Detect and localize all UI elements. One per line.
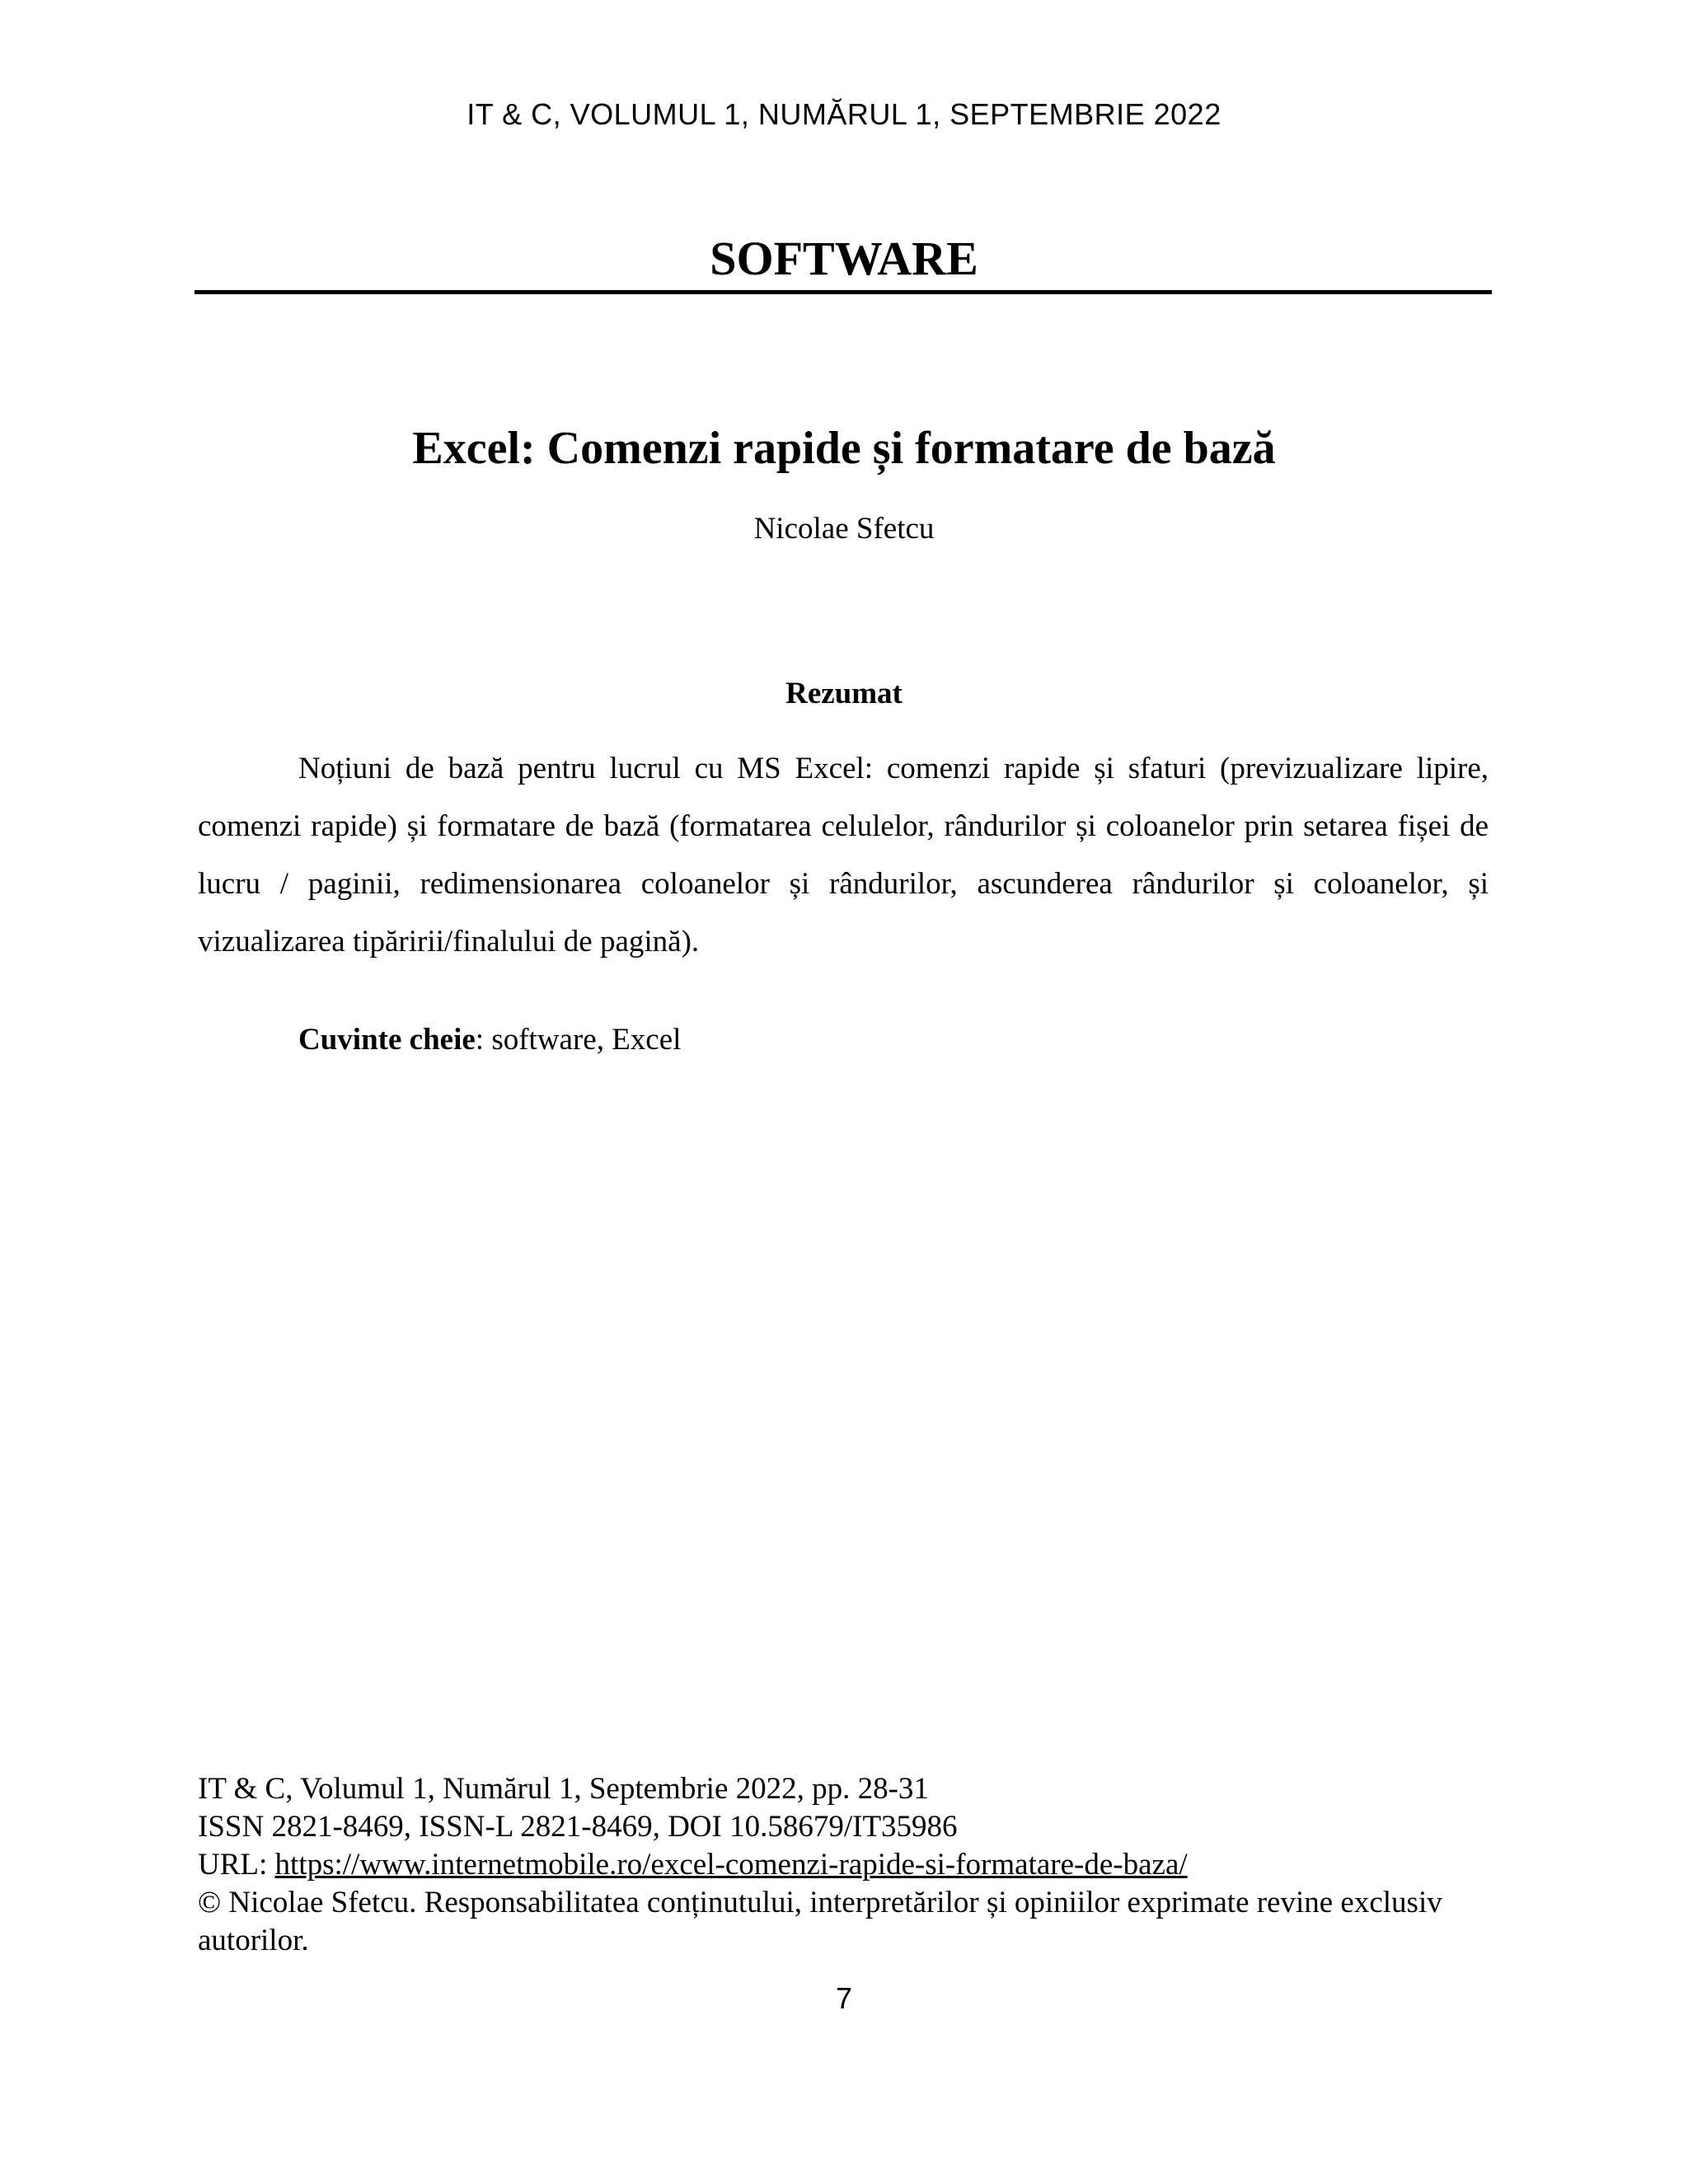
- page-number: 7: [835, 1981, 853, 2015]
- section-divider: [195, 290, 1492, 294]
- section-title: SOFTWARE: [710, 232, 978, 285]
- keywords: [298, 1022, 681, 1057]
- footnote: [198, 1770, 1489, 1960]
- article-url-link[interactable]: https://www.internetmobile.ro/excel-comenzi-rapide-si-formatare-de-baza/: [274, 1848, 1188, 1882]
- keywords-values: software, Excel: [491, 1023, 682, 1057]
- footnote-copyright: © Nicolae Sfetcu. Responsabilitatea conținutului, interpretărilor și opiniilor exprimate revine exclusiv autorilor.: [198, 1886, 1442, 1957]
- running-header: IT & C, VOLUMUL 1, NUMĂRUL 1, SEPTEMBRIE 2022: [467, 97, 1221, 131]
- keywords-label: Cuvinte cheie: [298, 1023, 476, 1057]
- keywords-separator: :: [475, 1023, 492, 1057]
- author-name: Nicolae Sfetcu: [753, 512, 935, 546]
- footnote-url-label: URL:: [198, 1848, 275, 1882]
- footnote-identifiers: ISSN 2821-8469, ISSN-L 2821-8469, DOI 10.58679/IT35986: [198, 1810, 958, 1844]
- article-title: Excel: Comenzi rapide și formatare de bază: [412, 423, 1276, 474]
- footnote-url-line: [198, 1846, 1489, 1884]
- footnote-citation: IT & C, Volumul 1, Numărul 1, Septembrie 2022, pp. 28-31: [198, 1772, 929, 1806]
- abstract-heading: Rezumat: [785, 677, 903, 710]
- abstract-body: Noțiuni de bază pentru lucrul cu MS Excel: comenzi rapide și sfaturi (previzualizare lipire, comenzi rapide) și formatare de bază (formatarea celulelor, rândurilor și coloanelor prin setarea fișei de lucru / paginii, redimensionarea coloanelor și rândurilor, ascunderea rândurilor și coloanelor, și vizualizarea tipăririi/finalului de pagină).: [198, 752, 1489, 958]
